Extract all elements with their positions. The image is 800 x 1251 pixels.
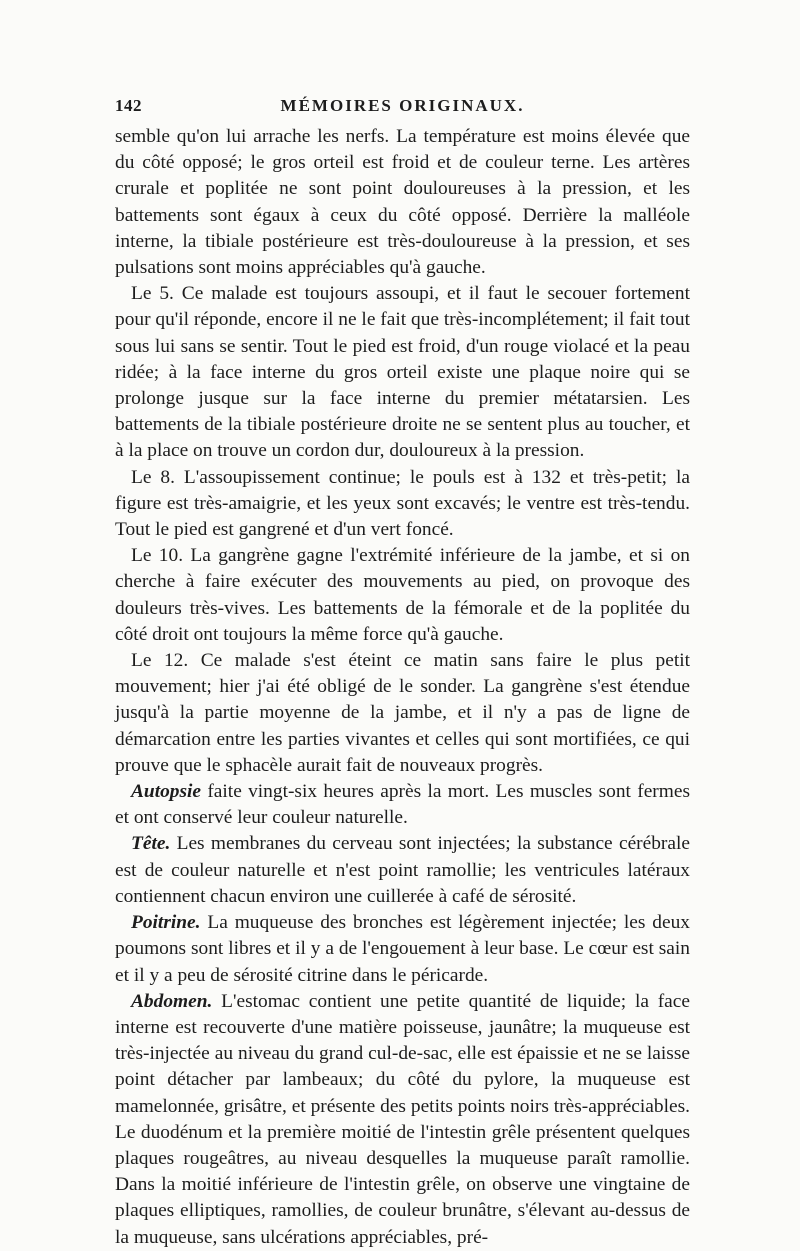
paragraph-poitrine [115,910,690,989]
paragraph-day-5 [115,281,690,464]
paragraph-tete [115,831,690,910]
paragraph-autopsie [115,779,690,831]
paragraph-day-8 [115,465,690,544]
paragraph-text: Le 8. L'assoupissement continue; le pouls est à 132 et très-petit; la figure est très-amaigrie, et les yeux sont excavés; le ventre est très-tendu. Tout le pied est gangrené et d'un vert foncé. [115,466,690,541]
paragraph-text: Le 10. La gangrène gagne l'extrémité inférieure de la jambe, et si on cherche à faire exécuter des mouvements au pied, on provoque des douleurs très-vives. Les battements de la fémorale et de la poplitée du côté droit ont toujours la même force qu'à gauche. [115,545,690,645]
paragraph-text: Le 5. Ce malade est toujours assoupi, et il faut le secouer fortement pour qu'il réponde, encore il ne le fait que très-incomplétement; il fait tout sous lui sans se sentir. Tout le pied est froid, d'un rouge violacé et la peau ridée; à la face interne du gros orteil existe une plaque noire qui se prolonge jusque sur la face interne du premier métatarsien. Les battements de la tibiale postérieure droite ne se sentent plus au toucher, et à la place on trouve un cordon dur, douloureux à la pression. [115,283,690,462]
body-text [115,124,690,1251]
page-header [115,96,690,124]
paragraph-text: Les membranes du cerveau sont injectées; la substance cérébrale est de couleur naturelle et n'est point ramollie; les ventricules latéraux contiennent chacun environ une cuillerée à café de sérosité. [115,833,690,907]
paragraph-day-12 [115,648,690,779]
subheading-autopsie: Autopsie [131,781,202,803]
page-number: 142 [115,96,142,115]
running-title: MÉMOIRES ORIGINAUX. [280,96,525,115]
paragraph-continued [115,124,690,281]
paragraph-abdomen [115,989,690,1251]
paragraph-text: La muqueuse des bronches est légèrement injectée; les deux poumons sont libres et il y a de l'engouement à leur base. Le cœur est sain et il y a peu de sérosité citrine dans le péricarde. [115,912,690,986]
subheading-tete: Tête. [131,833,171,855]
subheading-poitrine: Poitrine. [131,912,201,934]
paragraph-day-10 [115,543,690,648]
paragraph-text: L'estomac contient une petite quantité de liquide; la face interne est recouverte d'une matière poisseuse, jaunâtre; la muqueuse est très-injectée au niveau du grand cul-de-sac, elle est épaissie et ne se laisse point détacher par lambeaux; du côté du pylore, la muqueuse est mamelonnée, grisâtre, et présente des petits points noirs très-appréciables. Le duodénum et la première moitié de l'intestin grêle présentent quelques plaques rougeâtres, au niveau desquelles la muqueuse paraît ramollie. Dans la moitié inférieure de l'intestin grêle, on observe une vingtaine de plaques elliptiques, ramollies, de couleur brunâtre, s'élevant au-dessus de la muqueuse, sans ulcérations appréciables, pré- [115,990,690,1248]
subheading-abdomen: Abdomen. [131,990,213,1012]
paragraph-text: Le 12. Ce malade s'est éteint ce matin sans faire le plus petit mouvement; hier j'ai été obligé de le sonder. La gangrène s'est étendue jusqu'à la partie moyenne de la jambe, et il n'y a pas de ligne de démarcation entre les parties vivantes et celles qui sont mortifiées, ce qui prouve que le sphacèle aurait fait de nouveaux progrès. [115,650,690,776]
paragraph-text: semble qu'on lui arrache les nerfs. La température est moins élevée que du côté opposé; le gros orteil est froid et de couleur terne. Les artères crurale et poplitée ne sont point douloureuses à la pression, et les battements sont égaux à ceux du côté opposé. Derrière la malléole interne, la tibiale postérieure est très-douloureuse à la pression, et ses pulsations sont moins appréciables qu'à gauche. [115,126,690,279]
paragraph-text: faite vingt-six heures après la mort. Les muscles sont fermes et ont conservé leur couleur naturelle. [115,781,690,829]
